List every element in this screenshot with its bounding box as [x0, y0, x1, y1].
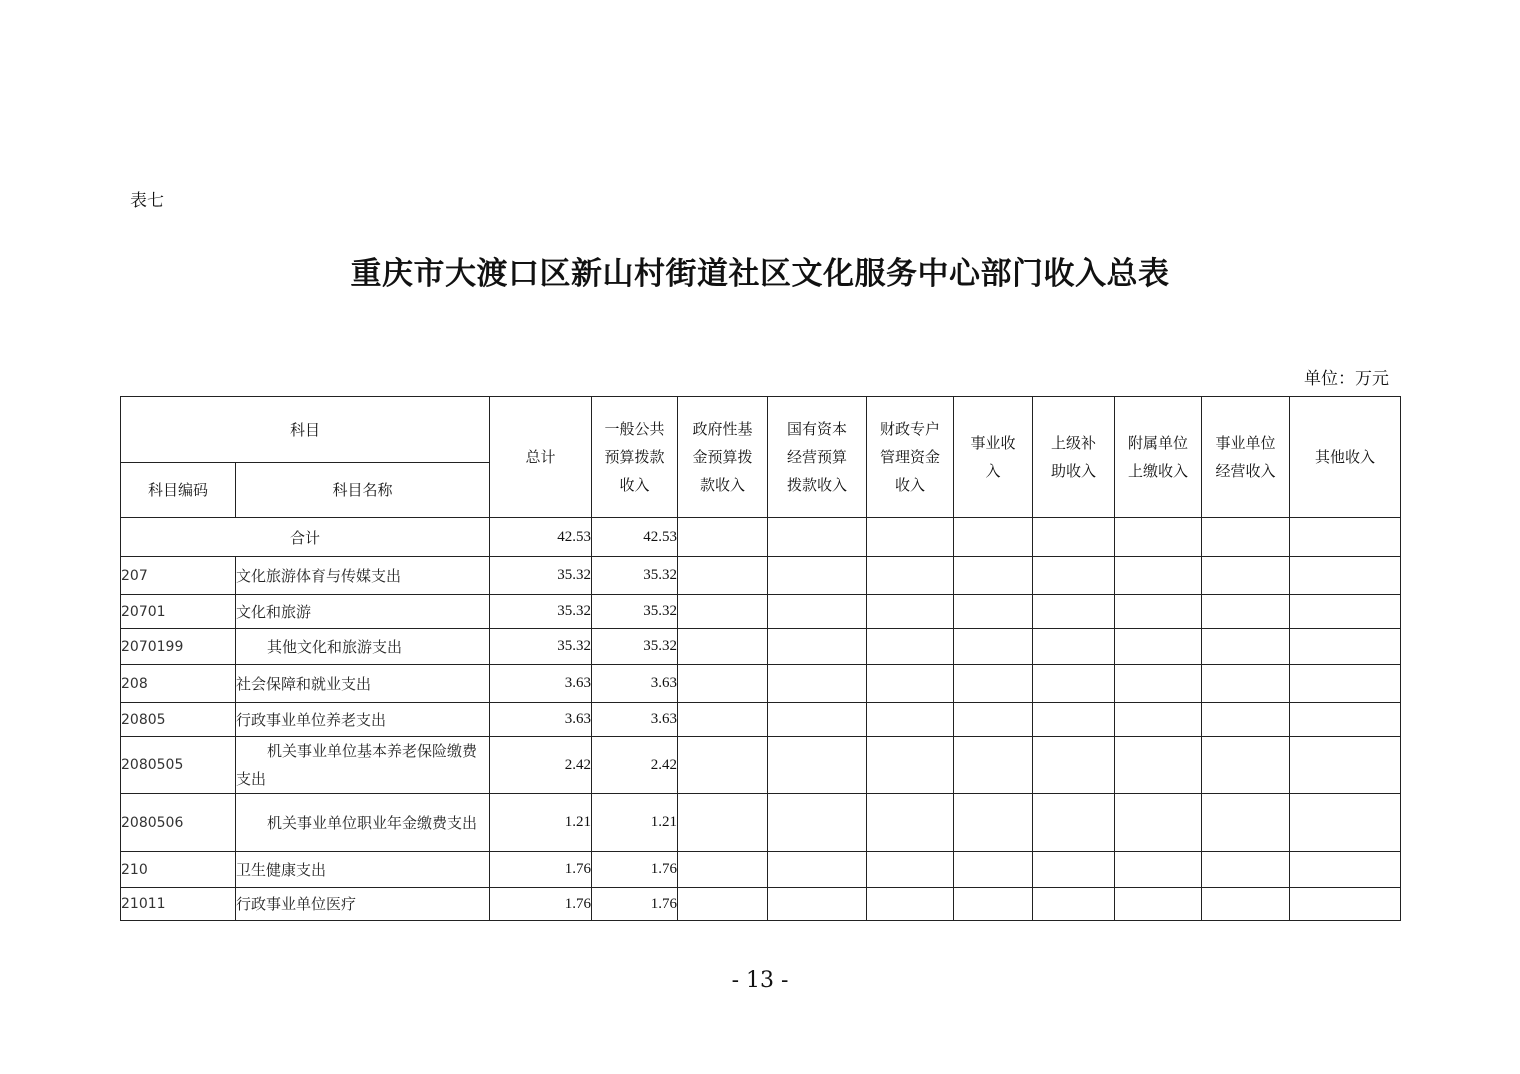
total-cell: 1.76 [490, 852, 592, 888]
name-cell: 行政事业单位医疗 [236, 888, 490, 921]
unit-label: 单位：万元 [1304, 369, 1389, 389]
header-fiscal-special: 财政专户 管理资金 收入 [867, 397, 954, 518]
name-cell: 其他文化和旅游支出 [236, 629, 490, 665]
code-cell: 20701 [121, 595, 236, 629]
name-cell: 社会保障和就业支出 [236, 665, 490, 703]
code-cell: 2070199 [121, 629, 236, 665]
general-budget-cell: 42.53 [592, 518, 678, 557]
total-label: 合计 [121, 518, 490, 557]
total-cell: 35.32 [490, 557, 592, 595]
general-budget-cell: 2.42 [592, 737, 678, 794]
total-cell: 35.32 [490, 629, 592, 665]
header-business-income: 事业收 入 [954, 397, 1033, 518]
general-budget-cell: 1.21 [592, 794, 678, 852]
header-affiliated-units: 附属单位 上缴收入 [1115, 397, 1202, 518]
name-cell: 文化和旅游 [236, 595, 490, 629]
general-budget-cell: 35.32 [592, 557, 678, 595]
total-cell: 1.76 [490, 888, 592, 921]
income-summary-table [120, 396, 1401, 921]
header-other-income: 其他收入 [1290, 397, 1401, 518]
general-budget-cell: 3.63 [592, 703, 678, 737]
total-cell: 42.53 [490, 518, 592, 557]
name-cell: 机关事业单位基本养老保险缴费支出 [236, 737, 490, 794]
total-cell: 3.63 [490, 665, 592, 703]
name-cell: 行政事业单位养老支出 [236, 703, 490, 737]
total-cell: 1.21 [490, 794, 592, 852]
table-row [121, 703, 1401, 737]
table-row [121, 737, 1401, 794]
general-budget-cell: 1.76 [592, 852, 678, 888]
header-subject: 科目 [121, 397, 490, 463]
general-budget-cell: 35.32 [592, 595, 678, 629]
table-label: 表七 [130, 191, 164, 211]
table-row [121, 852, 1401, 888]
code-cell: 20805 [121, 703, 236, 737]
table-row [121, 557, 1401, 595]
code-cell: 2080505 [121, 737, 236, 794]
name-cell: 文化旅游体育与传媒支出 [236, 557, 490, 595]
code-cell: 21011 [121, 888, 236, 921]
header-superior-subsidy: 上级补 助收入 [1033, 397, 1115, 518]
page-title: 重庆市大渡口区新山村街道社区文化服务中心部门收入总表 [350, 256, 1170, 292]
code-cell: 2080506 [121, 794, 236, 852]
table-row [121, 629, 1401, 665]
table-row [121, 888, 1401, 921]
code-cell: 210 [121, 852, 236, 888]
total-cell: 35.32 [490, 595, 592, 629]
header-name: 科目名称 [236, 463, 490, 518]
header-state-capital: 国有资本 经营预算 拨款收入 [768, 397, 867, 518]
name-cell: 卫生健康支出 [236, 852, 490, 888]
code-cell: 208 [121, 665, 236, 703]
header-general-budget: 一般公共 预算拨款 收入 [592, 397, 678, 518]
table-row [121, 665, 1401, 703]
header-code: 科目编码 [121, 463, 236, 518]
page-number: - 13 - [731, 968, 789, 993]
header-total: 总计 [490, 397, 592, 518]
total-cell: 2.42 [490, 737, 592, 794]
table-row [121, 595, 1401, 629]
code-cell: 207 [121, 557, 236, 595]
general-budget-cell: 1.76 [592, 888, 678, 921]
total-cell: 3.63 [490, 703, 592, 737]
table-row [121, 794, 1401, 852]
general-budget-cell: 35.32 [592, 629, 678, 665]
general-budget-cell: 3.63 [592, 665, 678, 703]
name-cell: 机关事业单位职业年金缴费支出 [236, 794, 490, 852]
total-row [121, 518, 1401, 557]
header-business-operation: 事业单位 经营收入 [1202, 397, 1290, 518]
header-gov-fund: 政府性基 金预算拨 款收入 [678, 397, 768, 518]
